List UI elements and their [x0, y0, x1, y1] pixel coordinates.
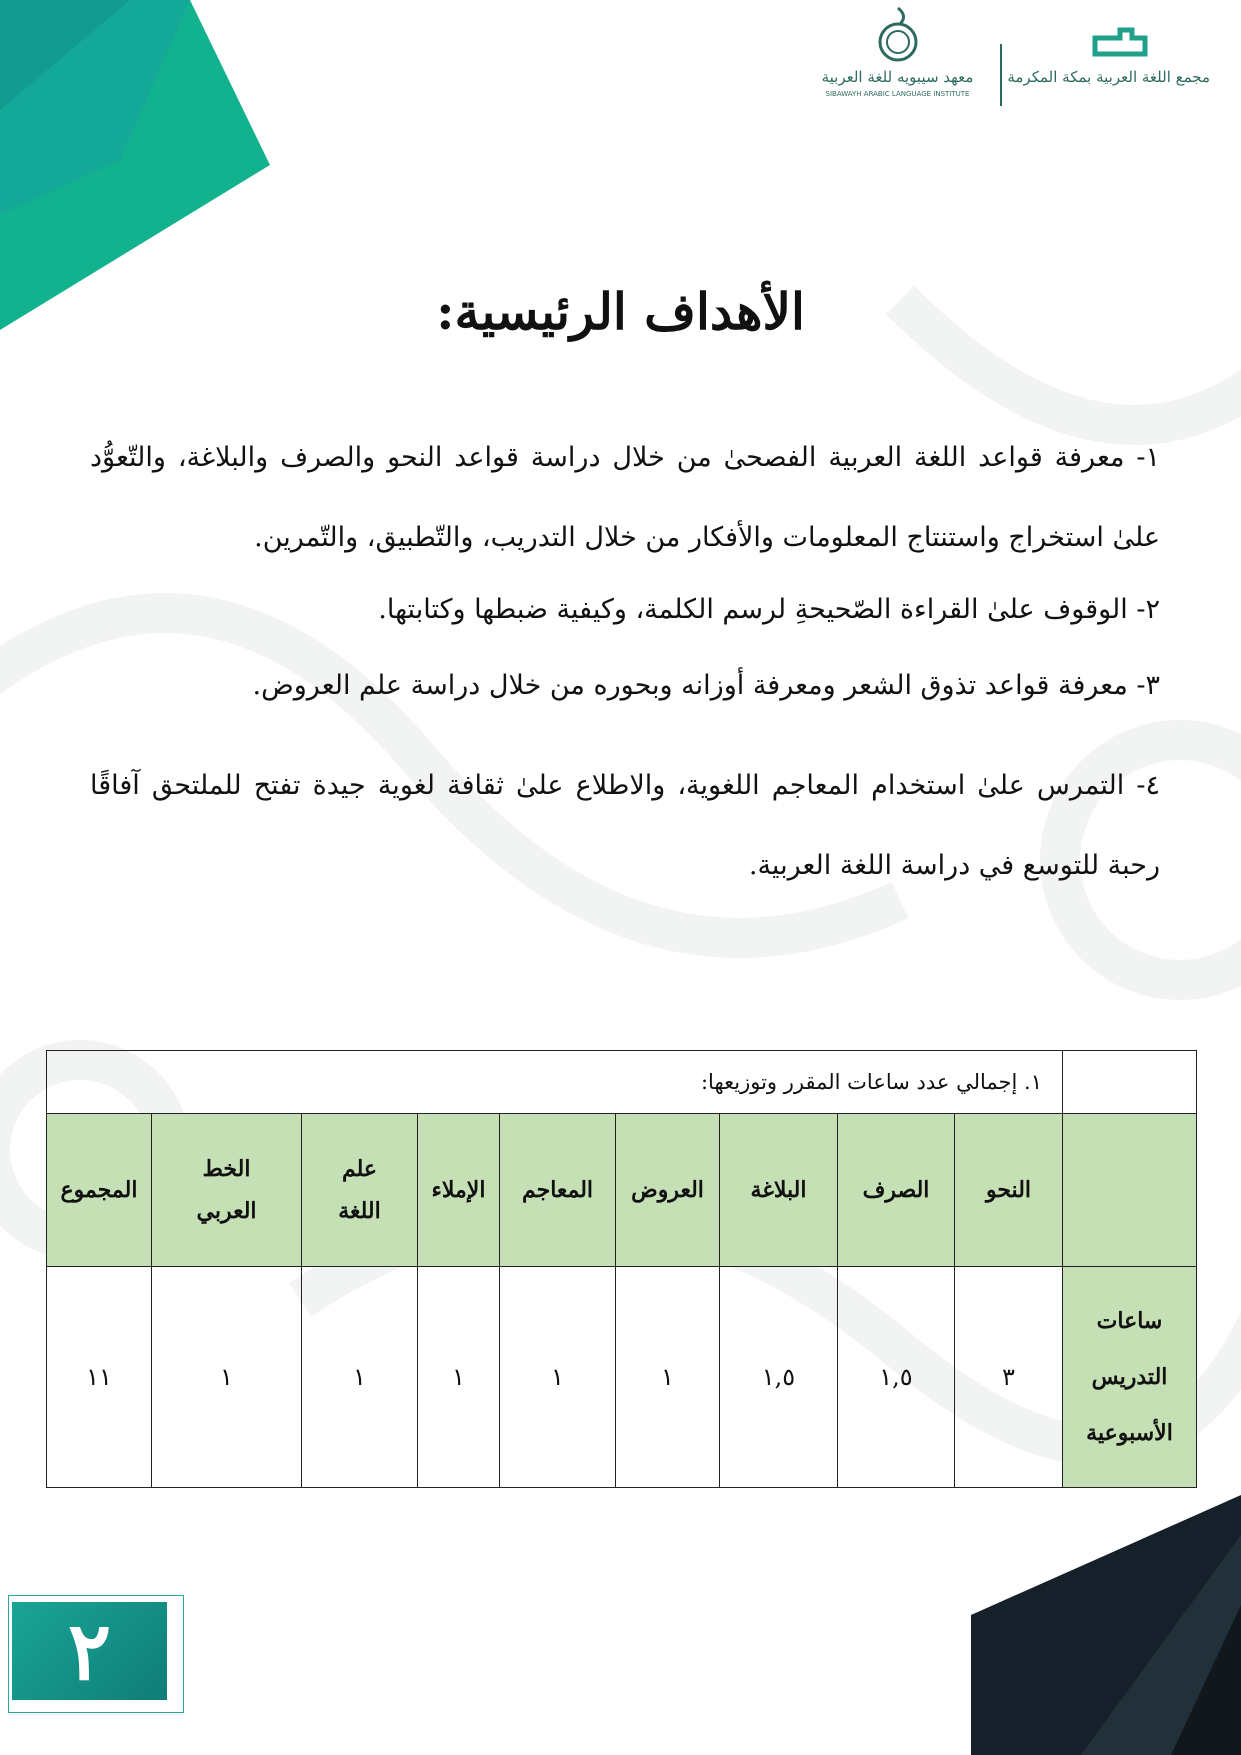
table-header-sarf: الصرف — [838, 1114, 955, 1267]
objective-2: ٢- الوقوف علىٰ القراءة الصّحيحةِ لرسم الكلمة، وكيفية ضبطها وكتابتها. — [378, 594, 1160, 625]
table-header-nahw: النحو — [955, 1114, 1063, 1267]
table-cell-ilm-lugha: ١ — [302, 1267, 418, 1488]
objective-3: ٣- معرفة قواعد تذوق الشعر ومعرفة أوزانه وبحوره من خلال دراسة علم العروض. — [252, 670, 1160, 701]
page-number: ٢ — [12, 1602, 167, 1700]
table-cell-sarf: ١,٥ — [838, 1267, 955, 1488]
table-header-total: المجموع — [46, 1114, 151, 1267]
institute-logo — [810, 6, 985, 106]
table-row-label: ساعات التدريس الأسبوعية — [1063, 1267, 1197, 1488]
table-header-arud: العروض — [616, 1114, 720, 1267]
hours-table — [47, 1050, 1197, 1488]
corner-decoration-bottom — [971, 1495, 1241, 1755]
table-corner-cell — [1063, 1051, 1197, 1114]
table-header-imla: الإملاء — [418, 1114, 500, 1267]
table-header-ilm-lugha: علم اللغة — [302, 1114, 418, 1267]
table-cell-imla: ١ — [418, 1267, 500, 1488]
table-header-empty — [1063, 1114, 1197, 1267]
academy-logo-text: مجمع اللغة العربية بمكة المكرمة — [1007, 68, 1210, 86]
objective-4: ٤- التمرس علىٰ استخدام المعاجم اللغوية، والاطلاع علىٰ ثقافة لغوية جيدة تفتح للملتحق آفاقًا رحبة للتوسع في دراسة اللغة العربية. — [90, 770, 1160, 881]
academy-logo-icon — [1090, 24, 1150, 62]
table-caption-row — [46, 1051, 1196, 1114]
institute-logo-text: معهد سيبويه للغة العربية — [821, 68, 974, 86]
table-header-row — [46, 1114, 1196, 1267]
institute-logo-subtext: SIBAWAYH ARABIC LANGUAGE INSTITUTE — [825, 90, 970, 98]
page-title: الأهداف الرئيسية: — [436, 282, 805, 341]
table-caption: ١. إجمالي عدد ساعات المقرر وتوزيعها: — [46, 1051, 1062, 1114]
corner-decoration-top — [0, 0, 300, 330]
objective-1: ١- معرفة قواعد اللغة العربية الفصحىٰ من خلال دراسة قواعد النحو والصرف والبلاغة، والتّعوُّد علىٰ استخراج واستنتاج المعلومات والأفكار من خلال التدريب، والتّطبيق، والتّمرين. — [90, 442, 1160, 553]
academy-logo — [1007, 24, 1210, 104]
logo-divider — [1000, 44, 1002, 106]
objectives-list — [90, 418, 1160, 906]
table-cell-nahw: ٣ — [955, 1267, 1063, 1488]
table-header-khat: الخط العربي — [152, 1114, 302, 1267]
table-cell-arud: ١ — [616, 1267, 720, 1488]
institute-emblem-icon — [874, 6, 922, 64]
table-cell-khat: ١ — [152, 1267, 302, 1488]
table-cell-balagha: ١,٥ — [720, 1267, 838, 1488]
table-cell-maajim: ١ — [500, 1267, 616, 1488]
table-header-maajim: المعاجم — [500, 1114, 616, 1267]
header-logos — [810, 6, 1210, 106]
table-row — [46, 1267, 1196, 1488]
table-header-balagha: البلاغة — [720, 1114, 838, 1267]
table-cell-total: ١١ — [46, 1267, 151, 1488]
